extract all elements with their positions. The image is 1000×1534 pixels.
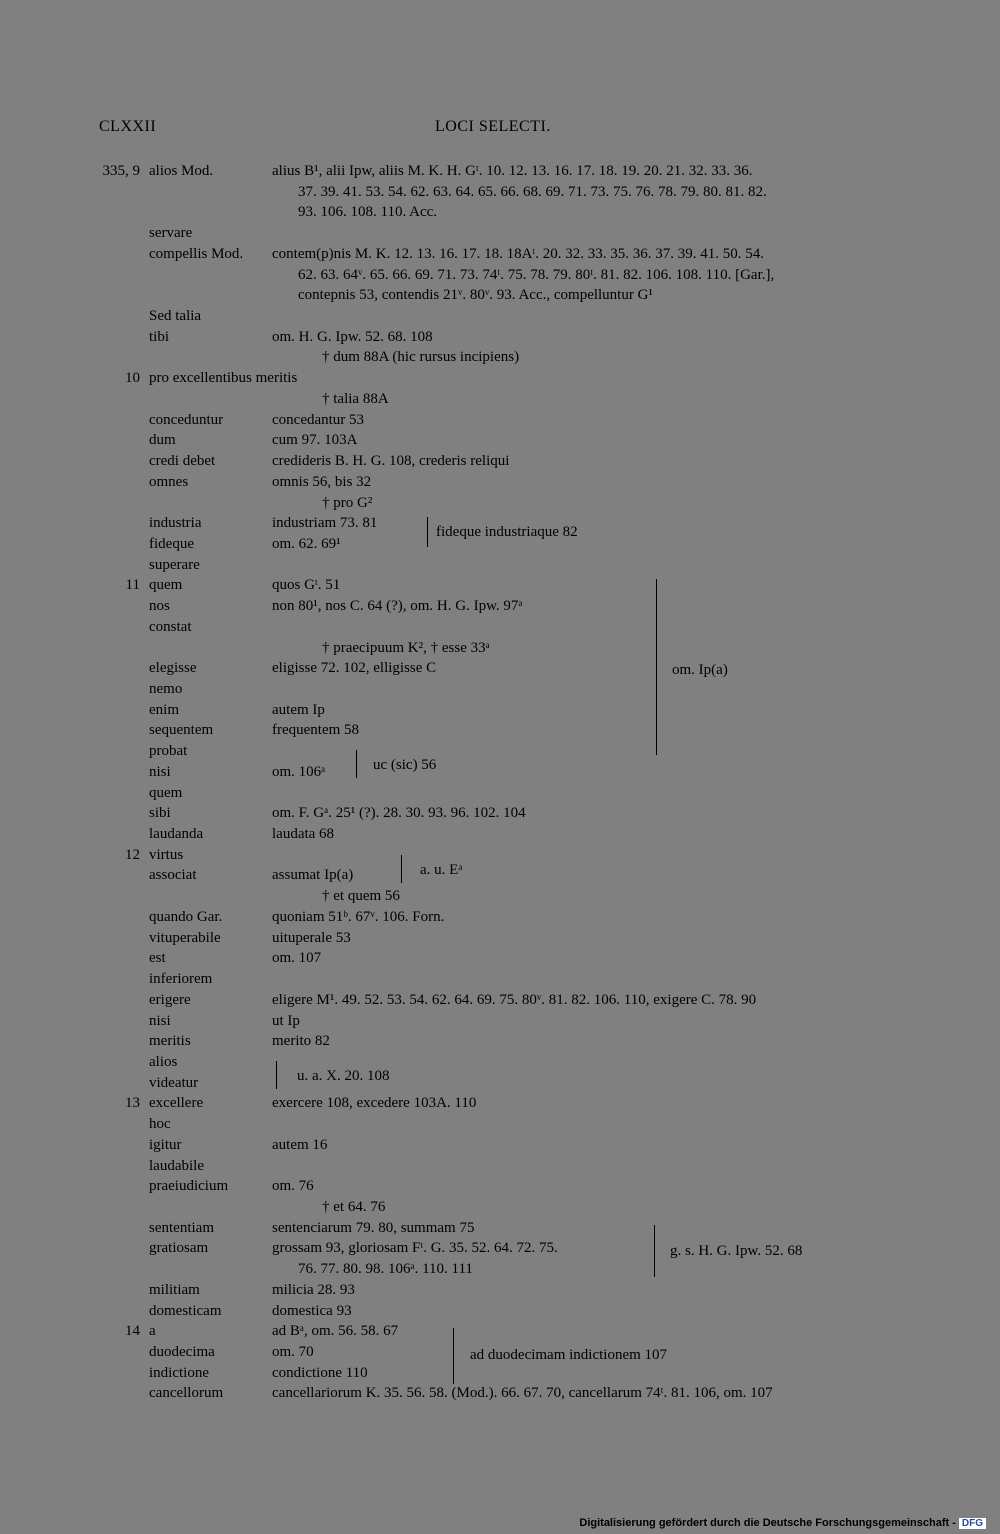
variant-reading: ad Bᵃ, om. 56. 58. 67 bbox=[272, 1323, 399, 1339]
variant-reading: eligisse 72. 102, elligisse C bbox=[272, 660, 437, 676]
side-note-videatur: u. a. X. 20. 108 bbox=[297, 1068, 390, 1084]
lemma: laudanda bbox=[149, 826, 204, 842]
variant-continuation: 76. 77. 80. 98. 106ᵃ. 110. 111 bbox=[298, 1261, 473, 1277]
variant-reading: om. 62. 69¹ bbox=[272, 536, 341, 552]
variant-reading: autem Ip bbox=[272, 702, 325, 718]
lemma: omnes bbox=[149, 474, 189, 490]
brace-gratiosam bbox=[654, 1225, 655, 1277]
side-note-associat: a. u. Eᵃ bbox=[420, 862, 463, 878]
brace-nisi bbox=[356, 750, 357, 778]
variant-reading: om. F. Gᵃ. 25¹ (?). 28. 30. 93. 96. 102. 104 bbox=[272, 805, 526, 821]
lemma: superare bbox=[149, 557, 200, 573]
lemma: hoc bbox=[149, 1116, 171, 1132]
lemma: quem bbox=[149, 785, 183, 801]
line-number: 13 bbox=[125, 1095, 140, 1111]
brace-associat bbox=[401, 855, 402, 883]
lemma: probat bbox=[149, 743, 188, 759]
lemma: quem bbox=[149, 577, 183, 593]
running-head-page-number: CLXXII bbox=[99, 118, 157, 135]
side-note-nisi: uc (sic) 56 bbox=[373, 757, 437, 773]
variant-reading: laudata 68 bbox=[272, 826, 335, 842]
lemma: Sed talia bbox=[149, 308, 202, 324]
lemma: virtus bbox=[149, 847, 184, 863]
lemma: servare bbox=[149, 225, 193, 241]
variant-reading: cum 97. 103A bbox=[272, 432, 358, 448]
variant-reading: credideris B. H. G. 108, crederis reliqui bbox=[272, 453, 510, 469]
variant-reading: quos Gᵗ. 51 bbox=[272, 577, 341, 593]
variant-reading: eligere M¹. 49. 52. 53. 54. 62. 64. 69. 75. 80ᵛ. 81. 82. 106. 110, exigere C. 78. 90 bbox=[272, 992, 757, 1008]
addition-note: † pro G² bbox=[322, 495, 373, 511]
lemma: conceduntur bbox=[149, 412, 224, 428]
lemma: meritis bbox=[149, 1033, 191, 1049]
side-note-gratiosam: g. s. H. G. Ipw. 52. 68 bbox=[670, 1243, 803, 1259]
lemma: alios Mod. bbox=[149, 163, 214, 179]
dfg-logo: DFG bbox=[959, 1518, 986, 1529]
lemma: enim bbox=[149, 702, 179, 718]
lemma: compellis Mod. bbox=[149, 246, 244, 262]
lemma: indictione bbox=[149, 1365, 209, 1381]
variant-reading: assumat Ip(a) bbox=[272, 867, 354, 883]
lemma: vituperabile bbox=[149, 930, 221, 946]
lemma: quando Gar. bbox=[149, 909, 223, 925]
variant-reading: autem 16 bbox=[272, 1137, 328, 1153]
side-note-fideque: fideque industriaque 82 bbox=[436, 524, 578, 540]
addition-note: † dum 88A (hic rursus incipiens) bbox=[322, 349, 520, 365]
credit-text: Digitalisierung gefördert durch die Deutsche Forschungsgemeinschaft - bbox=[579, 1517, 956, 1529]
lemma: constat bbox=[149, 619, 192, 635]
brace-fideque bbox=[427, 517, 428, 547]
variant-reading: uituperale 53 bbox=[272, 930, 351, 946]
variant-continuation: 62. 63. 64ᵛ. 65. 66. 69. 71. 73. 74ᵗ. 75. 78. 79. 80ᵗ. 81. 82. 106. 108. 110. [Gar.], bbox=[298, 267, 775, 283]
variant-continuation: contepnis 53, contendis 21ᵛ. 80ᵛ. 93. Acc., compelluntur G¹ bbox=[298, 287, 653, 303]
lemma: credi debet bbox=[149, 453, 216, 469]
line-number: 12 bbox=[125, 847, 140, 863]
lemma: igitur bbox=[149, 1137, 182, 1153]
lemma: nisi bbox=[149, 1013, 171, 1029]
lemma: dum bbox=[149, 432, 176, 448]
variant-reading: om. 107 bbox=[272, 950, 322, 966]
variant-reading: om. 70 bbox=[272, 1344, 314, 1360]
addition-note: † praecipuum K², † esse 33ᵃ bbox=[322, 640, 490, 656]
line-number: 335, 9 bbox=[102, 163, 140, 179]
variant-continuation: 37. 39. 41. 53. 54. 62. 63. 64. 65. 66. 68. 69. 71. 73. 75. 76. 78. 79. 80. 81. 82. bbox=[298, 184, 767, 200]
brace-videatur bbox=[276, 1061, 277, 1089]
lemma: excellere bbox=[149, 1095, 204, 1111]
lemma: praeiudicium bbox=[149, 1178, 229, 1194]
variant-reading: cancellariorum K. 35. 56. 58. (Mod.). 66. 67. 70, cancellarum 74ᵗ. 81. 106, om. 107 bbox=[272, 1385, 773, 1401]
lemma: nemo bbox=[149, 681, 183, 697]
variant-reading: omnis 56, bis 32 bbox=[272, 474, 372, 490]
lemma: gratiosam bbox=[149, 1240, 209, 1256]
lemma: sententiam bbox=[149, 1220, 214, 1236]
brace-om-group bbox=[656, 579, 657, 755]
lemma: fideque bbox=[149, 536, 194, 552]
addition-note: † talia 88A bbox=[322, 391, 389, 407]
variant-reading: contem(p)nis M. K. 12. 13. 16. 17. 18. 18Aᵗ. 20. 32. 33. 35. 36. 37. 39. 41. 50. 54. bbox=[272, 246, 765, 262]
lemma: cancellorum bbox=[149, 1385, 224, 1401]
lemma: industria bbox=[149, 515, 202, 531]
variant-reading: grossam 93, gloriosam Fᵗ. G. 35. 52. 64. 72. 75. bbox=[272, 1240, 558, 1256]
line-number: 11 bbox=[125, 577, 140, 593]
lemma: inferiorem bbox=[149, 971, 213, 987]
lemma: associat bbox=[149, 867, 197, 883]
lemma: laudabile bbox=[149, 1158, 204, 1174]
lemma: tibi bbox=[149, 329, 170, 345]
line-number: 10 bbox=[125, 370, 140, 386]
lemma: erigere bbox=[149, 992, 191, 1008]
digitization-credit bbox=[579, 1517, 986, 1529]
lemma: videatur bbox=[149, 1075, 199, 1091]
variant-continuation: 93. 106. 108. 110. Acc. bbox=[298, 204, 438, 220]
side-note-indictione: ad duodecimam indictionem 107 bbox=[470, 1347, 668, 1363]
lemma: sequentem bbox=[149, 722, 214, 738]
running-head-title: LOCI SELECTI. bbox=[435, 118, 551, 135]
variant-reading: condictione 110 bbox=[272, 1365, 368, 1381]
variant-reading: concedantur 53 bbox=[272, 412, 365, 428]
lemma: a bbox=[149, 1323, 156, 1339]
variant-reading: sentenciarum 79. 80, summam 75 bbox=[272, 1220, 475, 1236]
lemma: est bbox=[149, 950, 166, 966]
variant-reading: quoniam 51ᵇ. 67ᵛ. 106. Forn. bbox=[272, 909, 445, 925]
lemma: alios bbox=[149, 1054, 178, 1070]
addition-note: † et quem 56 bbox=[322, 888, 400, 904]
variant-reading: exercere 108, excedere 103A. 110 bbox=[272, 1095, 477, 1111]
variant-reading: milicia 28. 93 bbox=[272, 1282, 355, 1298]
variant-reading: ut Ip bbox=[272, 1013, 300, 1029]
variant-reading: om. 106ᵃ bbox=[272, 764, 326, 780]
variant-reading: non 80¹, nos C. 64 (?), om. H. G. Ipw. 97ᵃ bbox=[272, 598, 523, 614]
lemma: militiam bbox=[149, 1282, 200, 1298]
line-number: 14 bbox=[125, 1323, 140, 1339]
variant-reading: domestica 93 bbox=[272, 1303, 352, 1319]
lemma: duodecima bbox=[149, 1344, 215, 1360]
side-note-om-group: om. Ip(a) bbox=[672, 662, 728, 678]
variant-reading: industriam 73. 81 bbox=[272, 515, 378, 531]
brace-indictione bbox=[453, 1328, 454, 1384]
lemma: domesticam bbox=[149, 1303, 222, 1319]
lemma: pro excellentibus meritis bbox=[149, 370, 298, 386]
addition-note: † et 64. 76 bbox=[322, 1199, 386, 1215]
lemma: sibi bbox=[149, 805, 171, 821]
variant-reading: om. 76 bbox=[272, 1178, 314, 1194]
lemma: elegisse bbox=[149, 660, 197, 676]
variant-reading: merito 82 bbox=[272, 1033, 330, 1049]
variant-reading: alius B¹, alii Ipw, aliis M. K. H. Gᵗ. 10. 12. 13. 16. 17. 18. 19. 20. 21. 32. 33. 36. bbox=[272, 163, 753, 179]
lemma: nisi bbox=[149, 764, 171, 780]
variant-reading: frequentem 58 bbox=[272, 722, 360, 738]
variant-reading: om. H. G. Ipw. 52. 68. 108 bbox=[272, 329, 433, 345]
lemma: nos bbox=[149, 598, 170, 614]
